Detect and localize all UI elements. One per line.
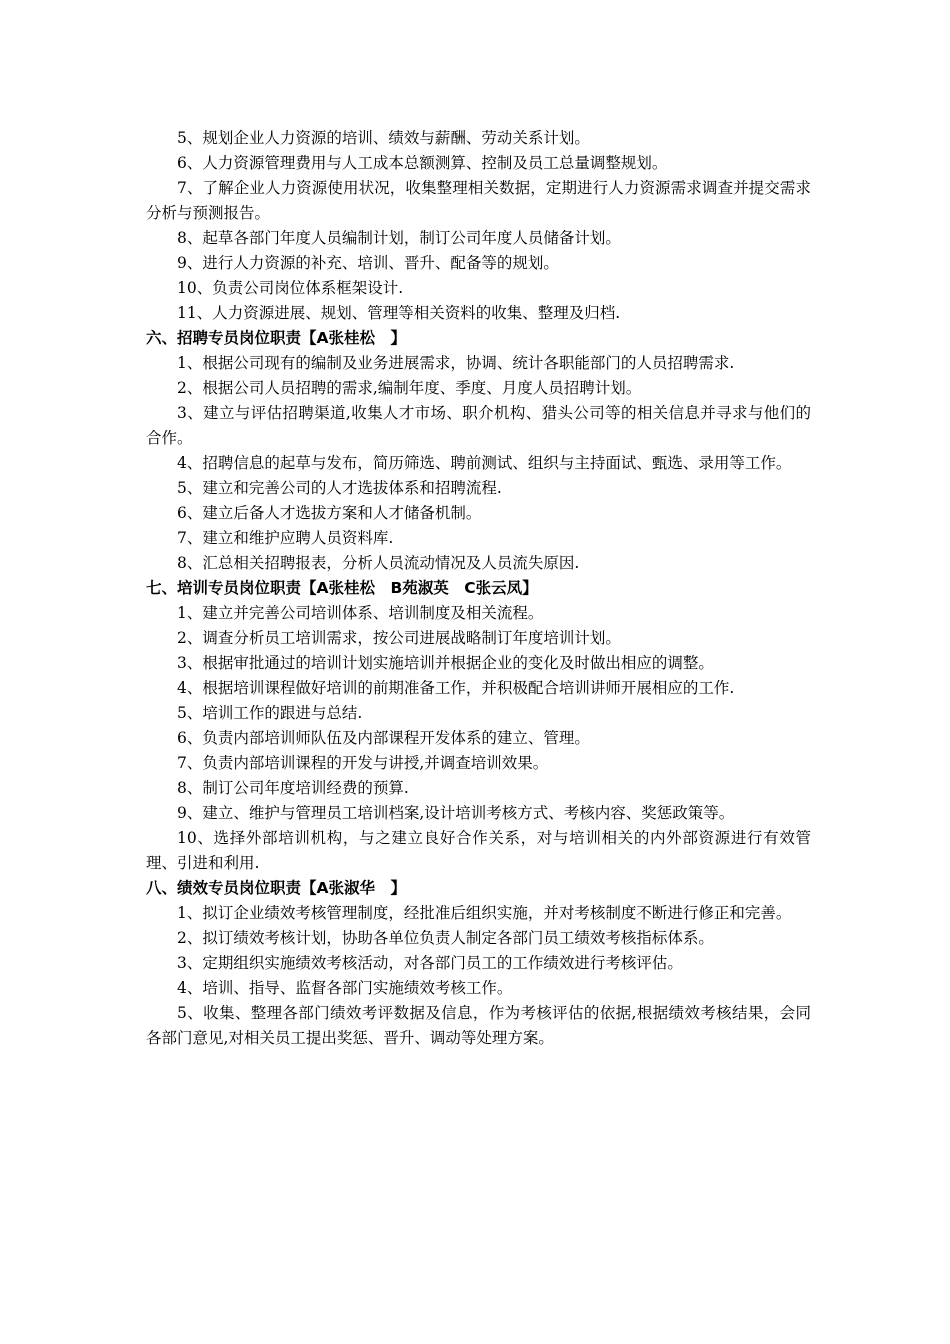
intro-item-5: 5、规划企业人力资源的培训、绩效与薪酬、劳动关系计划。 <box>177 129 590 147</box>
training-item-10: 10、选择外部培训机构，与之建立良好合作关系，对与培训相关的内外部资源进行有效管理、引进和利用. <box>146 829 811 872</box>
recruitment-item-3: 3、建立与评估招聘渠道,收集人才市场、职介机构、猎头公司等的相关信息并寻求与他们的合作。 <box>146 404 811 447</box>
performance-item-3: 3、定期组织实施绩效考核活动，对各部门员工的工作绩效进行考核评估。 <box>177 954 683 972</box>
section-heading-training: 七、培训专员岗位职责【A张桂松 B苑淑英 C张云凤】 <box>146 579 538 597</box>
performance-item-2: 2、拟订绩效考核计划，协助各单位负责人制定各部门员工绩效考核指标体系。 <box>177 929 714 947</box>
training-item-1: 1、建立并完善公司培训体系、培训制度及相关流程。 <box>177 604 544 622</box>
training-item-3: 3、根据审批通过的培训计划实施培训并根据企业的变化及时做出相应的调整。 <box>177 654 714 672</box>
recruitment-item-2: 2、根据公司人员招聘的需求,编制年度、季度、月度人员招聘计划。 <box>177 379 642 397</box>
section-heading-recruitment: 六、招聘专员岗位职责【A张桂松 】 <box>146 329 406 347</box>
performance-item-4: 4、培训、指导、监督各部门实施绩效考核工作。 <box>177 979 513 997</box>
training-item-5: 5、培训工作的跟进与总结. <box>177 704 363 722</box>
intro-item-7: 7、了解企业人力资源使用状况，收集整理相关数据，定期进行人力资源需求调查并提交需求分析与预测报告。 <box>146 179 811 222</box>
recruitment-item-5: 5、建立和完善公司的人才选拔体系和招聘流程. <box>177 479 502 497</box>
intro-item-11: 11、人力资源进展、规划、管理等相关资料的收集、整理及归档. <box>177 304 621 322</box>
training-item-7: 7、负责内部培训课程的开发与讲授,并调查培训效果。 <box>177 754 549 772</box>
training-item-4: 4、根据培训课程做好培训的前期准备工作，并积极配合培训讲师开展相应的工作. <box>177 679 735 697</box>
training-item-8: 8、制订公司年度培训经费的预算. <box>177 779 409 797</box>
document-page <box>146 126 811 1051</box>
recruitment-item-6: 6、建立后备人才选拔方案和人才储备机制。 <box>177 504 482 522</box>
performance-item-1: 1、拟订企业绩效考核管理制度，经批准后组织实施，并对考核制度不断进行修正和完善。 <box>177 904 792 922</box>
performance-item-5: 5、收集、整理各部门绩效考评数据及信息，作为考核评估的依据,根据绩效考核结果，会同各部门意见,对相关员工提出奖惩、晋升、调动等处理方案。 <box>146 1004 811 1047</box>
intro-item-6: 6、人力资源管理费用与人工成本总额测算、控制及员工总量调整规划。 <box>177 154 668 172</box>
recruitment-item-7: 7、建立和维护应聘人员资料库. <box>177 529 394 547</box>
recruitment-item-1: 1、根据公司现有的编制及业务进展需求，协调、统计各职能部门的人员招聘需求. <box>177 354 735 372</box>
training-item-9: 9、建立、维护与管理员工培训档案,设计培训考核方式、考核内容、奖惩政策等。 <box>177 804 735 822</box>
intro-item-9: 9、进行人力资源的补充、培训、晋升、配备等的规划。 <box>177 254 559 272</box>
intro-item-8: 8、起草各部门年度人员编制计划，制订公司年度人员储备计划。 <box>177 229 621 247</box>
intro-item-10: 10、负责公司岗位体系框架设计. <box>177 279 404 297</box>
training-item-6: 6、负责内部培训师队伍及内部课程开发体系的建立、管理。 <box>177 729 590 747</box>
recruitment-item-4: 4、招聘信息的起草与发布，简历筛选、聘前测试、组织与主持面试、甄选、录用等工作。 <box>177 454 792 472</box>
section-heading-performance: 八、绩效专员岗位职责【A张淑华 】 <box>146 879 406 897</box>
recruitment-item-8: 8、汇总相关招聘报表，分析人员流动情况及人员流失原因. <box>177 554 580 572</box>
training-item-2: 2、调查分析员工培训需求，按公司进展战略制订年度培训计划。 <box>177 629 621 647</box>
